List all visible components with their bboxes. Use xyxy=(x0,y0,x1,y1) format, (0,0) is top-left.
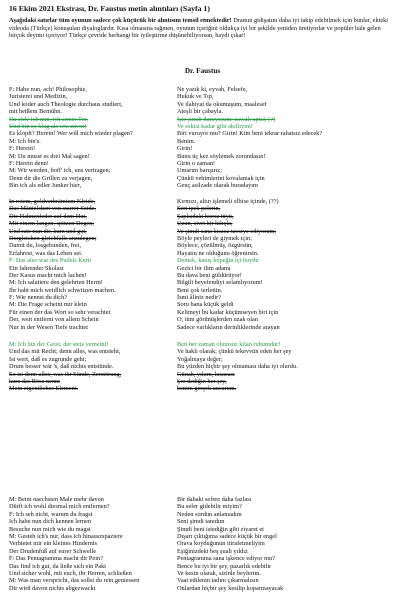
dialogue-line xyxy=(9,570,401,577)
dialogue-line xyxy=(9,242,401,249)
german-text: Dir wird davon nichts abgezwackt xyxy=(9,584,96,592)
german-text: M: Beim naechsten Male mehr davon xyxy=(9,496,104,503)
dialogue-line xyxy=(9,503,401,510)
dialogue-line xyxy=(9,123,401,130)
dialogue-line xyxy=(9,540,401,547)
dialogue-line xyxy=(9,101,401,108)
dialogue-line xyxy=(9,265,401,272)
section-heading: Dr. Faustus xyxy=(184,67,221,75)
german-text: Mein eigentliches Element. xyxy=(9,385,79,393)
turkish-text: Demek, kanış köpeğin içi buydu xyxy=(177,257,259,265)
german-text: Ich habe nun dich kennen lernen xyxy=(9,518,92,526)
dialogue-line xyxy=(9,548,401,555)
german-text: mit heißem Bemühn. xyxy=(9,108,62,116)
turkish-text: Ben her zaman olumsuz kılan ruhumdur! xyxy=(177,341,281,348)
turkish-text: Yoğalmaya değer; xyxy=(177,355,223,363)
german-text: Ihr habt mich weidlich schwitzen machen. xyxy=(9,286,116,294)
turkish-text: Seni şimdi tanıdım xyxy=(177,518,225,526)
german-text: Erfahrest, was das Leben sei. xyxy=(9,249,83,257)
dialogue-line xyxy=(9,116,401,123)
dialogue-line xyxy=(9,130,401,137)
german-text: F: Das also war des Pudels Kern xyxy=(9,257,91,265)
dialogue-line xyxy=(9,220,401,227)
german-text: Nur in der Wesen Tiefe trachtet xyxy=(9,323,88,331)
german-text: Mit einem langen, spitzen Degen, xyxy=(9,220,94,228)
german-text: In rotem, goldverbrämtem Kleide, xyxy=(9,198,96,205)
german-text: Und sicher wohl, mit euch, ihr Herren, schließen xyxy=(9,569,132,577)
dialogue-line xyxy=(9,86,401,93)
german-text: Juristerei und Medizin, xyxy=(9,93,68,101)
dialogue-line xyxy=(9,385,401,392)
dialogue-line xyxy=(9,324,401,331)
dialogue-line xyxy=(9,213,401,220)
dialogue-line xyxy=(9,371,401,378)
dialogue-line xyxy=(9,257,401,264)
german-text: M: Ich bin der Geist, der stets verneint! xyxy=(9,341,109,348)
dialogue-block-3 xyxy=(9,341,401,393)
german-text: Der Kasus macht mich lachen! xyxy=(9,271,87,279)
turkish-text: Ve şimdi sana kısaca tavsiye ediyorum, xyxy=(177,227,276,235)
dialogue-line xyxy=(9,250,401,257)
turkish-text: Ve eskisi kadar gibi akıllıyım! xyxy=(177,122,253,130)
turkish-text: O, tüm görünüşlerden uzak olan xyxy=(177,316,258,324)
turkish-text: Ve haklı olarak; çünkü tekevvün eden her şey xyxy=(177,348,292,356)
dialogue-line xyxy=(9,108,401,115)
german-text: Besuche nun mich wie du magst xyxy=(9,525,91,533)
turkish-text: benim gerçek unsurum. xyxy=(177,385,237,393)
turkish-text: Sert ipek pelerin, xyxy=(177,205,221,213)
german-text: Bin ich als edler Junker hier, xyxy=(9,182,82,190)
german-text: Für einen der das Wort so sehr verachtet xyxy=(9,308,111,316)
german-text: Ein fahrender Skolast xyxy=(9,264,64,272)
turkish-text: Hukuk ve Tıp, xyxy=(177,93,214,101)
turkish-text: Bilgili beyefendiyi selamlıyorum! xyxy=(177,279,263,287)
dialogue-line xyxy=(9,316,401,323)
turkish-text: Böyle peyleri de giymek için; xyxy=(177,234,252,242)
turkish-text: Bu yüzden hiçbir şey olmaması daha iyi olurdu. xyxy=(177,363,298,371)
dialogue-line xyxy=(9,533,401,540)
dialogue-line xyxy=(9,235,401,242)
dialogue-line xyxy=(9,182,401,189)
turkish-text: Şimdi beni istediğin gibi ziyaret et xyxy=(177,525,264,533)
turkish-text: Pentagramma sana işkence ediyor mu? xyxy=(177,555,275,563)
dialogue-line xyxy=(9,287,401,294)
dialogue-line xyxy=(9,175,401,182)
german-text: Das find ich gut, da ließe sich ein Pakt xyxy=(9,562,107,570)
german-text: Verbietet mir ein kleines Hindernis xyxy=(9,540,98,548)
turkish-text: Bunu üç kez söylemek zorundasın! xyxy=(177,152,266,160)
dialogue-line xyxy=(9,301,401,308)
turkish-text: İşte şimdi duruyorum, zavallı aptal, (?) xyxy=(177,115,276,123)
german-text: So ist denn alles, was ihr Sünde, Zerstörung, xyxy=(9,370,122,378)
turkish-text: Vaat edilenin tadını çıkarmalısın xyxy=(177,577,259,585)
dialogue-line xyxy=(9,93,401,100)
german-text: Drum besser wär 's, daß nichts entstünde. xyxy=(9,363,114,371)
dialogue-line xyxy=(9,496,401,503)
turkish-text: Girin o zaman! xyxy=(177,159,216,167)
dialogue-line xyxy=(9,309,401,316)
turkish-text: Böylece, çözülmüş, özgürsün, xyxy=(177,242,253,250)
german-text: M: Was man verspricht, das sollst du rein geniessen xyxy=(9,577,140,585)
dialogue-line xyxy=(9,160,401,167)
dialogue-line xyxy=(9,511,401,518)
german-text: F: Herein! xyxy=(9,145,36,153)
dialogue-block-1 xyxy=(9,86,401,189)
german-text: Und das mit Recht; denn alles, was entsteht, xyxy=(9,348,121,356)
dialogue-line xyxy=(9,153,401,160)
dialogue-line xyxy=(9,378,401,385)
dialogue-line xyxy=(9,348,401,355)
german-text: Der Drudenfuß auf eurer Schwelle xyxy=(9,547,97,555)
intro-bold-text: Aşağıdaki satırlar tüm oyunun sadece çok küçücük bir alıntısını temsil etmektedir! xyxy=(9,17,232,24)
german-text: F: Ich seh nicht, warum du fragst xyxy=(9,510,93,518)
turkish-text: Sadece varlıkların derinliklerinde arayan xyxy=(177,323,280,331)
dialogue-line xyxy=(9,341,401,348)
turkish-text: Ateşli bir çabayla. xyxy=(177,108,223,116)
turkish-text: Onlardan hiçbir şey kesilip koparmayacak xyxy=(177,584,284,592)
turkish-text: Neden sordun anlamadım xyxy=(177,510,242,518)
turkish-text: Kelimeyi bu kadar küçümseyen biri için xyxy=(177,308,279,316)
turkish-text: Girin! xyxy=(177,145,193,153)
turkish-text: Hayatın ne olduğunu öğrenirsin. xyxy=(177,249,259,257)
german-text: Da steh' ich nun, ich armer Tor, xyxy=(9,115,89,123)
german-text: M: Gesteh ich's nur, dass ich hinauszspaziere xyxy=(9,532,123,540)
dialogue-line xyxy=(9,356,401,363)
dialogue-block-2 xyxy=(9,198,401,331)
turkish-text: Bence bu iyi bir şey, pazarlık edebilir xyxy=(177,562,272,570)
german-text: Der, weit entfernt von allem Schein xyxy=(9,316,99,324)
german-text: M: Ich salutiere den gelehrten Herrn! xyxy=(9,279,103,287)
german-text: M: Wir werden, hoff' ich, uns vertragen; xyxy=(9,167,111,175)
german-text: Und bin so klug als wie zuvor! xyxy=(9,122,87,130)
dialogue-line xyxy=(9,198,401,205)
turkish-text: Kırmızı, altın işlemeli elbise içinde, (??) xyxy=(177,198,279,205)
german-text: kurz das Böse nennt xyxy=(9,377,60,385)
dialogue-line xyxy=(9,555,401,562)
turkish-text: Bir dahaki sefere daha fazlası xyxy=(177,496,252,503)
german-text: Das Mäntelchen von starrer Seide, xyxy=(9,205,96,213)
german-text: F: Das Pentagramma macht dir Pein? xyxy=(9,555,103,563)
turkish-text: Genç asilzade olarak buradayım xyxy=(177,182,258,190)
german-text: Dergleichen gleichfalls anzulegen; xyxy=(9,234,97,242)
turkish-text: Umarım barışırız; xyxy=(177,167,222,175)
turkish-text: Eşiğinizdeki beş şuali yıldız xyxy=(177,547,248,555)
turkish-text: Çünkü vehimlerini kovalamak için xyxy=(177,174,265,182)
turkish-text: Ne yazık ki, eyvah, Felsefe, xyxy=(177,86,248,93)
turkish-text: Dışarı çıktığıma sadece küçük bir engel xyxy=(177,532,277,540)
german-text: M: Die Frage scheint mir klein xyxy=(9,301,87,309)
german-text: Damit du, losgebunden, frei, xyxy=(9,242,82,250)
turkish-text: İsmi âliniz nedir? xyxy=(177,294,222,302)
german-text: F: Wie nennst du dich? xyxy=(9,294,68,302)
intro-text: Dramın gidişatını daha iyi takip edebilmek için bunlar, ekteki videoda (Türkçe) konuşulan diyaloglardır. Kısa olmasına rağmen, oyunun içeriğini oldukça iyi bir şekilde yeniden üretiyorlar ve popüler hale gelen birçok deyimi içeriyor! Türkçe çevride herhangi bir iyileştirme düşünebiliyorsan, haydi çıkar! xyxy=(9,17,389,40)
page-title: 16 Ekim 2021 Ekstrası, Dr. Faustus metin alıntıları (Sayfa 1) xyxy=(9,4,210,13)
german-text: Und rate nun dir, kurz und gut, xyxy=(9,227,87,235)
intro-paragraph xyxy=(9,17,397,40)
dialogue-line xyxy=(9,585,401,592)
dialogue-line xyxy=(9,228,401,235)
dialogue-line xyxy=(9,294,401,301)
german-text: Und leider auch Theologie durchaus studiert, xyxy=(9,100,123,108)
turkish-text: Uzun, sivri bir kılıçla, xyxy=(177,220,233,228)
turkish-text: Gezici bir ilim adamı xyxy=(177,264,231,272)
dialogue-line xyxy=(9,518,401,525)
turkish-text: Bu dava beni güldürüyor! xyxy=(177,271,242,279)
german-text: Denn dir die Grillen zu verjagen, xyxy=(9,174,93,182)
german-text: F: Herein denn! xyxy=(9,159,49,167)
dialogue-line xyxy=(9,272,401,279)
german-text: M: Du musst es drei Mal sagen! xyxy=(9,152,90,160)
turkish-text: Bu sefer gidebilir miyim? xyxy=(177,503,242,511)
turkish-text: Şer dediğin her şey, xyxy=(177,377,227,385)
turkish-text: Orava koyduğunun itirafetmeliyim xyxy=(177,540,265,548)
dialogue-line xyxy=(9,145,401,152)
dialogue-line xyxy=(9,563,401,570)
german-text: F: Habe nun, ach! Philosophie, xyxy=(9,86,88,93)
dialogue-block-4 xyxy=(9,496,401,592)
dialogue-line xyxy=(9,577,401,584)
turkish-text: Biri vuruyor mu? Girin! Kim beni tekrar rahatsız edecek? xyxy=(177,130,323,138)
dialogue-line xyxy=(9,279,401,286)
turkish-text: Soru bana küçük geldi xyxy=(177,301,234,309)
turkish-text: Şapkadaki horoz tüyü, xyxy=(177,212,234,220)
turkish-text: Ve kesin olarak, sizinle beylerim. xyxy=(177,569,261,577)
german-text: Ist wert, daß es zugrunde geht; xyxy=(9,355,87,363)
dialogue-line xyxy=(9,167,401,174)
dialogue-line xyxy=(9,363,401,370)
dialogue-line xyxy=(9,138,401,145)
dialogue-line xyxy=(9,526,401,533)
dialogue-line xyxy=(9,205,401,212)
turkish-text: Günah, yıkım, kısacası xyxy=(177,370,235,378)
turkish-text: Beni çok terlettin. xyxy=(177,286,223,294)
german-text: M: Ich bin's. xyxy=(9,137,41,145)
german-text: Es klopft? Herein! Wer will mich wieder plagen? xyxy=(9,130,133,138)
german-text: Dürft ich wohl diesmal mich entfernen? xyxy=(9,503,110,511)
turkish-text: Benim. xyxy=(177,137,196,145)
german-text: Die Hahnenfeder auf dem Hut, xyxy=(9,212,87,220)
turkish-text: Ve ilahiyat da okumuşum, maalesef xyxy=(177,100,267,108)
